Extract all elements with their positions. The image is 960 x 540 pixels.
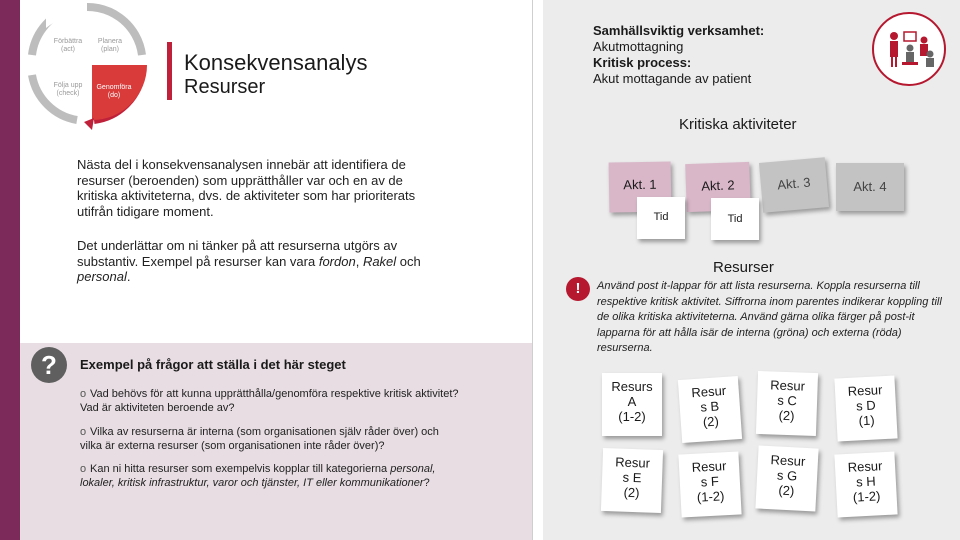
resource-a-line-1: Resurs [611,379,653,394]
intro-paragraph-1: Nästa del i konsekvensanalysen innebär att identifiera de resurser (beroenden) som upprätthåller var och en av de kritiska aktiviteterna, dvs. de aktiviteter som har prioriterats utifrån tidigare moment. [77,157,416,219]
resource-h-line-3: (1-2) [852,488,881,505]
pdca-wheel-graphic [22,0,162,130]
warning-icon: ! [566,277,590,301]
intro-p2-sep1: , [355,253,363,269]
activity-note-2: Akt. 2 [685,162,751,212]
example-rakel: Rakel [362,253,397,269]
resource-note-c [756,371,818,436]
left-accent-bar [0,0,20,540]
question-3-text: Kan ni hitta resurser som exempelvis kopplar till kategorierna [90,463,391,475]
resource-e-line-3: (2) [623,484,640,501]
pdca-wheel [22,0,162,130]
resource-d-line-2: s D [855,397,876,414]
activity-note-3: Akt. 3 [759,157,829,213]
resource-d-line-3: (1) [858,412,875,429]
org-label-2: Kritisk process: [593,55,692,70]
question-3-categories: personal, lokaler, kritisk infrastruktur, varor och tjänster, IT eller kommunikationer [80,463,436,489]
resource-note-h [834,451,897,517]
organisation-info [593,23,764,87]
resource-a-line-3: (1-2) [618,409,646,424]
question-icon: ? [31,347,67,383]
resource-note-e [601,448,663,513]
resource-note-d [834,375,897,441]
resource-c-line-2: s C [777,392,798,409]
question-item-3 [80,463,460,490]
act-quadrant [46,2,87,28]
resources-instruction: Använd post it-lappar för att lista resurserna. Koppla resurserna till respektive kritisk aktivitet. Siffrorna inom parentes indikerar koppling till de olika kritiska aktiviteterna. Använd gärna olika färger på post-it lapparna för att hålla isär de interna (gröna) och externa (röda) resurserna. [597,280,942,354]
resource-g-line-1: Resur [770,452,806,469]
do-arrow-icon [84,118,94,130]
activity-note-1: Akt. 1 [609,161,672,212]
activity-note-4: Akt. 4 [836,163,904,211]
resource-c-line-1: Resur [770,377,806,394]
resource-g-line-2: s G [776,467,798,484]
question-item-2 [80,426,460,453]
time-note-1: Tid [637,197,685,239]
question-1-text: Vad behövs för att kunna upprätthålla/genomföra respektive kritisk aktivitet? Vad är aktiviteten beroende av? [80,388,459,414]
pdca-do-label: Genomföra (do) [96,84,132,99]
intro-p2-sep2: och [396,253,421,269]
resource-b-line-3: (2) [702,413,720,430]
questions-title: Exempel på frågor att ställa i det här steget [80,357,346,372]
resource-note-f [678,451,741,517]
bullet-icon: o [80,463,87,475]
question-3-end: ? [423,476,430,489]
resource-note-a [602,373,662,436]
bullet-icon: o [80,426,87,438]
resource-c-line-3: (2) [778,407,795,424]
resource-b-line-2: s B [699,398,720,415]
example-personal: personal [77,269,127,284]
org-value-1: Akutmottagning [593,39,684,54]
resource-e-line-1: Resur [615,454,651,471]
example-fordon: fordon [318,253,356,269]
pdca-act-label: Förbättra (act) [53,38,83,53]
critical-activities-heading: Kritiska aktiviteter [679,116,797,133]
resource-f-line-2: s F [700,473,720,490]
org-label-1: Samhällsviktig verksamhet: [593,23,765,38]
panel-divider [532,0,543,540]
resource-f-line-1: Resur [691,458,727,475]
resource-note-g [755,445,818,511]
resource-a-line-2: A [627,394,637,409]
page-subtitle: Resurser [184,76,266,98]
pdca-plan-label: Planera (plan) [97,38,123,53]
question-2-text: Vilka av resurserna är interna (som organisationen själv råder över) och vilka är externa resurser (som organisationen inte råder över)? [80,426,439,452]
intro-p2-end: . [126,269,131,284]
resource-d-line-1: Resur [847,382,883,399]
resource-note-b [678,376,742,443]
page-title: Konsekvensanalys [184,50,368,75]
intro-paragraph-2 [77,238,427,285]
resources-heading: Resurser [713,259,774,276]
time-note-2: Tid [711,198,759,240]
people-meeting-graphic [874,14,944,84]
resource-f-line-3: (1-2) [696,488,725,505]
question-item-1 [80,388,460,415]
resource-h-line-1: Resur [847,458,883,475]
resource-h-line-2: s H [855,473,876,490]
bullet-icon: o [80,388,87,400]
pdca-check-label: Följa upp (check) [53,82,83,97]
intro-p2-text: Det underlättar om ni tänker på att resurserna utgörs av substantiv. Exempel på resurser kan vara [77,238,398,269]
org-value-2: Akut mottagande av patient [593,71,752,86]
resource-e-line-2: s E [622,469,642,486]
resource-g-line-3: (2) [778,482,795,499]
title-accent-bar [167,42,172,100]
resource-b-line-1: Resur [690,382,727,401]
people-meeting-icon [872,12,946,86]
